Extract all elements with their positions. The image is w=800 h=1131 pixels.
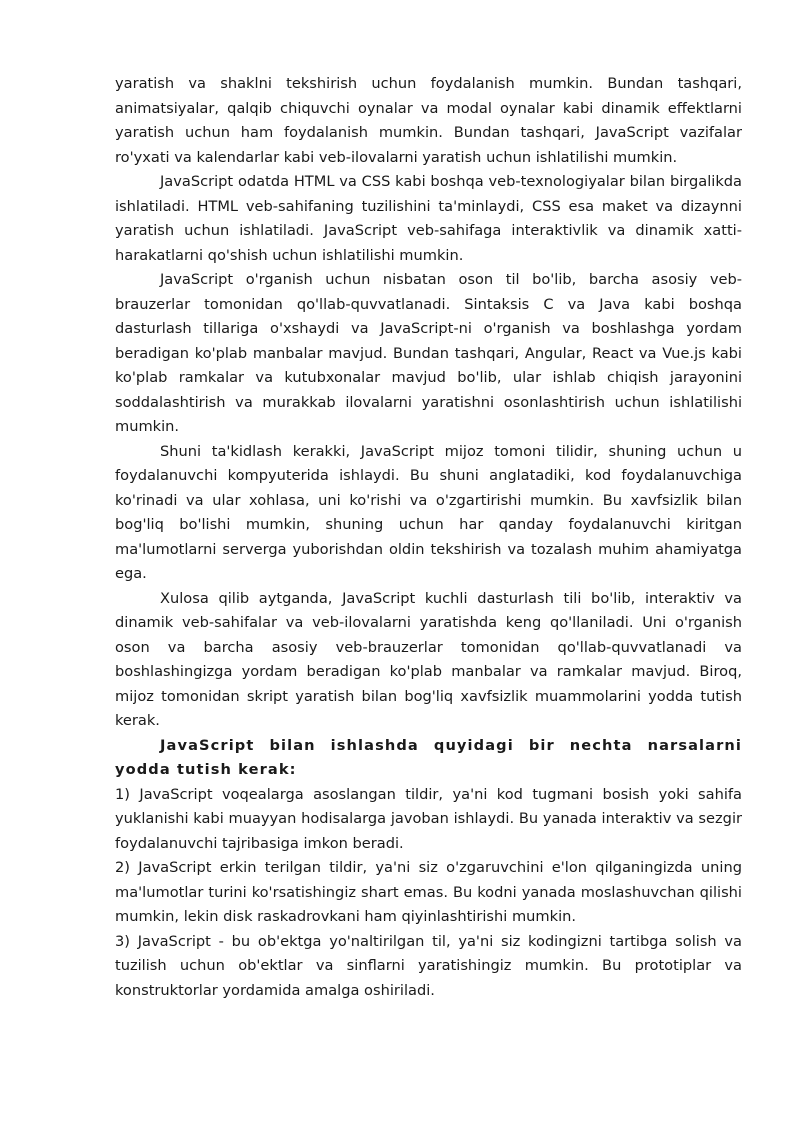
document-page (115, 72, 742, 1003)
list-item-3: 3) JavaScript - bu ob'ektga yo'naltirilgan til, ya'ni siz kodingizni tartibga solish va tuzilish uchun ob'ektlar va sinflarni yaratishingiz mumkin. Bu prototiplar va konstruktorlar yordamida amalga oshiriladi. (115, 932, 742, 999)
section-heading: JavaScript bilan ishlashda quyidagi bir nechta narsalarni yodda tutish kerak: (115, 736, 742, 778)
paragraph-continuation: yaratish va shaklni tekshirish uchun foydalanish mumkin. Bundan tashqari, animatsiyalar, qalqib chiquvchi oynalar va modal oynalar kabi dinamik effektlarni yaratish uchun ham foydalanish mumkin. Bundan tashqari, JavaScript vazifalar ro'yxati va kalendarlar kabi veb-ilovalarni yaratish uchun ishlatilishi mumkin. (115, 75, 742, 166)
list-item-1: 1) JavaScript voqealarga asoslangan tildir, ya'ni kod tugmani bosish yoki sahifa yuklanishi kabi muayyan hodisalarga javoban ishlaydi. Bu yanada interaktiv va sezgir foydalanuvchi tajribasiga imkon beradi. (115, 785, 742, 852)
paragraph-learning: JavaScript o'rganish uchun nisbatan oson til bo'lib, barcha asosiy veb-brauzerlar tomonidan qo'llab-quvvatlanadi. Sintaksis C va Java kabi boshqa dasturlash tillariga o'xshaydi va JavaScript-ni o'rganish va boshlashga yordam beradigan ko'plab manbalar mavjud. Bundan tashqari, Angular, React va Vue.js kabi ko'plab ramkalar va kutubxonalar mavjud bo'lib, ular ishlab chiqish jarayonini soddalashtirish va murakkab ilovalarni yaratishni osonlashtirish uchun ishlatilishi mumkin. (115, 271, 742, 435)
list-item-2: 2) JavaScript erkin terilgan tildir, ya'ni siz o'zgaruvchini e'lon qilganingizda uning ma'lumotlar turini ko'rsatishingiz shart emas. Bu kodni yanada moslashuvchan qilishi mumkin, lekin disk raskadrovkani ham qiyinlashtirishi mumkin. (115, 859, 742, 925)
paragraph-client-side: Shuni ta'kidlash kerakki, JavaScript mijoz tomoni tilidir, shuning uchun u foydalanuvchi kompyuterida ishlaydi. Bu shuni anglatadiki, kod foydalanuvchiga ko'rinadi va ular xohlasa, uni ko'rishi va o'zgartirishi mumkin. Bu xavfsizlik bilan bog'liq bo'lishi mumkin, shuning uchun har qanday foydalanuvchi kiritgan ma'lumotlarni serverga yuborishdan oldin tekshirish va tozalash muhim ahamiyatga ega. (115, 442, 742, 582)
paragraph-html-css: JavaScript odatda HTML va CSS kabi boshqa veb-texnologiyalar bilan birgalikda ishlatiladi. HTML veb-sahifaning tuzilishini ta'minlaydi, CSS esa maket va dizaynni yaratish uchun ishlatiladi. JavaScript veb-sahifaga interaktivlik va dinamik xatti-harakatlarni qo'shish uchun ishlatilishi mumkin. (115, 173, 742, 264)
paragraph-conclusion: Xulosa qilib aytganda, JavaScript kuchli dasturlash tili bo'lib, interaktiv va dinamik veb-sahifalar va veb-ilovalarni yaratishda keng qo'llaniladi. Uni o'rganish oson va barcha asosiy veb-brauzerlar tomonidan qo'llab-quvvatlanadi va boshlashingizga yordam beradigan ko'plab manbalar va ramkalar mavjud. Biroq, mijoz tomonidan skript yaratish bilan bog'liq xavfsizlik muammolarini yodda tutish kerak. (115, 589, 742, 729)
